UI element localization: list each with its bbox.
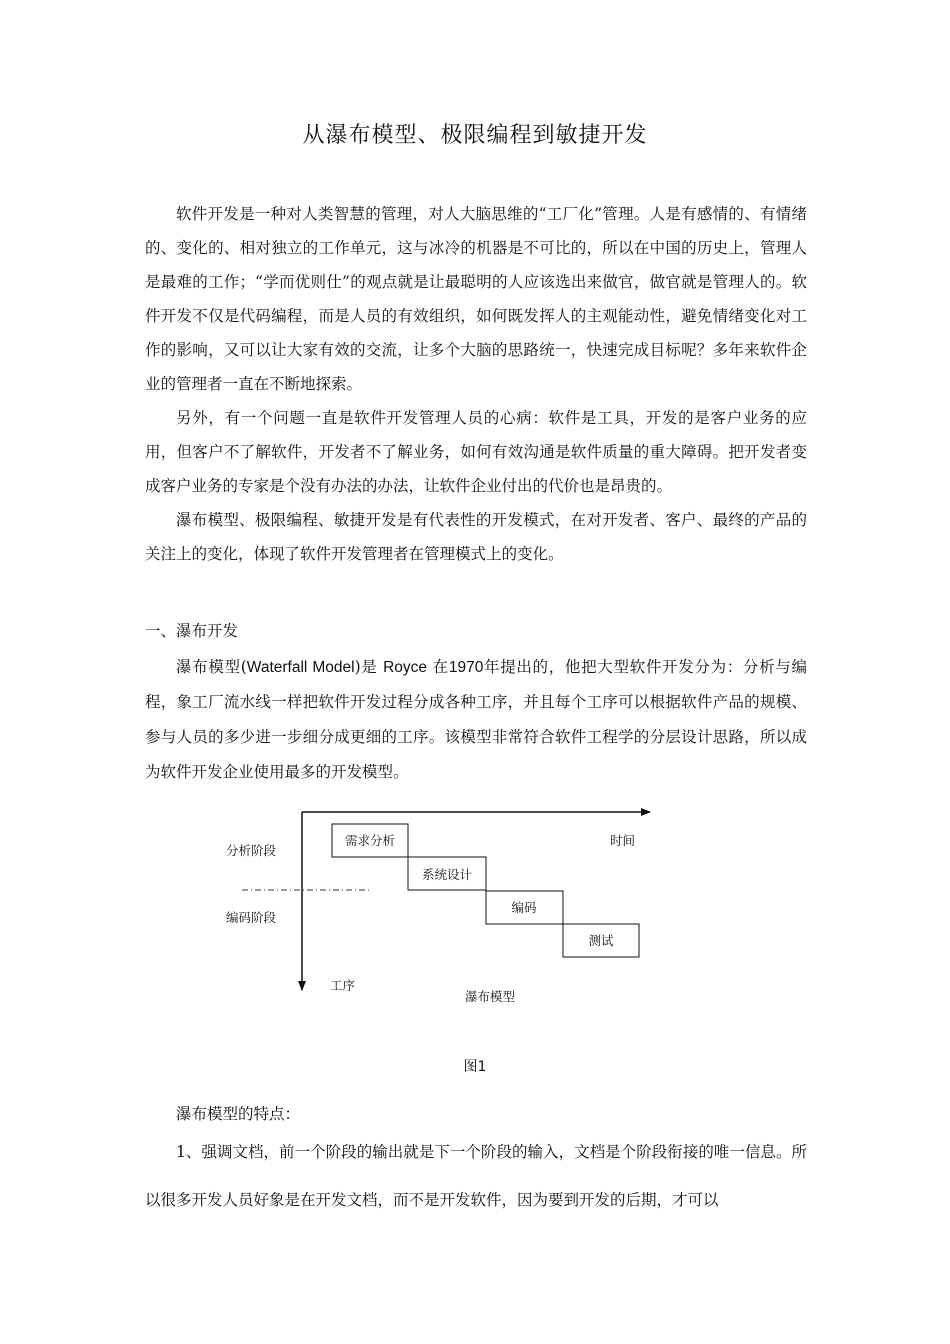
text-fragment: 在: [427, 658, 449, 676]
figure-caption: 图1: [463, 1059, 487, 1075]
waterfall-diagram: [220, 800, 670, 1020]
waterfall-diagram-svg: [220, 800, 670, 1020]
intro-section: [145, 197, 807, 571]
step-label-coding: 编码: [511, 900, 537, 915]
features-section: [145, 1096, 807, 1224]
intro-paragraph-3: 瀑布模型、极限编程、敏捷开发是有代表性的开发模式，在对开发者、客户、最终的产品的关注上的变化，体现了软件开发管理者在管理模式上的变化。: [145, 511, 807, 563]
coding-phase-label: 编码阶段: [226, 910, 277, 925]
document-title: 从瀑布模型、极限编程到敏捷开发: [302, 123, 648, 148]
text-fragment-latin: Royce: [383, 659, 428, 676]
text-fragment: 瀑布模型(: [176, 658, 247, 676]
analysis-phase-label: 分析阶段: [226, 843, 277, 858]
waterfall-description: [145, 650, 807, 790]
text-fragment: )是: [354, 658, 384, 676]
intro-paragraph-1: 软件开发是一种对人类智慧的管理，对人大脑思维的“工厂化”管理。人是有感情的、有情绪的、变化的、相对独立的工作单元，这与冰冷的机器是不可比的，所以在中国的历史上，管理人是最难的工作；“学而优则仕”的观点就是让最聪明的人应该选出来做官，做官就是管理人的。软件开发不仅是代码编程，而是人员的有效组织，如何既发挥人的主观能动性，避免情绪变化对工作的影响，又可以让大家有效的交流，让多个大脑的思路统一，快速完成目标呢？多年来软件企业的管理者一直在不断地探索。: [145, 205, 807, 393]
waterfall-label: 瀑布模型: [465, 989, 516, 1004]
intro-paragraph-2: 另外，有一个问题一直是软件开发管理人员的心病：软件是工具，开发的是客户业务的应用，但客户不了解软件，开发者不了解业务，如何有效沟通是软件质量的重大障碍。把开发者变成客户业务的专家是个没有办法的办法，让软件企业付出的代价也是昂贵的。: [145, 409, 807, 495]
section-heading-waterfall: 一、瀑布开发: [145, 622, 239, 640]
text-fragment: 年提出的，他把大型软件开发分为：分析与编程，象工厂流水线一样把软件开发过程分成各种工序，并且每个工序可以根据软件产品的规模、参与人员的多少进一步细分成更细的工序。该模型非常符合软件工程学的分层设计思路，所以成为软件开发企业使用最多的开发模型。: [145, 658, 807, 781]
feature-item-1: 1、强调文档，前一个阶段的输出就是下一个阶段的输入，文档是个阶段衔接的唯一信息。所以很多开发人员好象是在开发文档，而不是开发软件，因为要到开发的后期，才可以: [145, 1143, 807, 1209]
waterfall-paragraph: [145, 650, 807, 790]
text-fragment-latin: 1970: [448, 659, 484, 676]
step-label-testing: 测试: [588, 933, 614, 948]
text-fragment-latin: Waterfall Model: [246, 659, 355, 676]
step-label-requirements: 需求分析: [344, 833, 396, 848]
time-label: 时间: [610, 833, 636, 848]
step-label-system-design: 系统设计: [421, 867, 473, 882]
features-heading: 瀑布模型的特点：: [176, 1105, 301, 1123]
process-label: 工序: [330, 978, 356, 993]
